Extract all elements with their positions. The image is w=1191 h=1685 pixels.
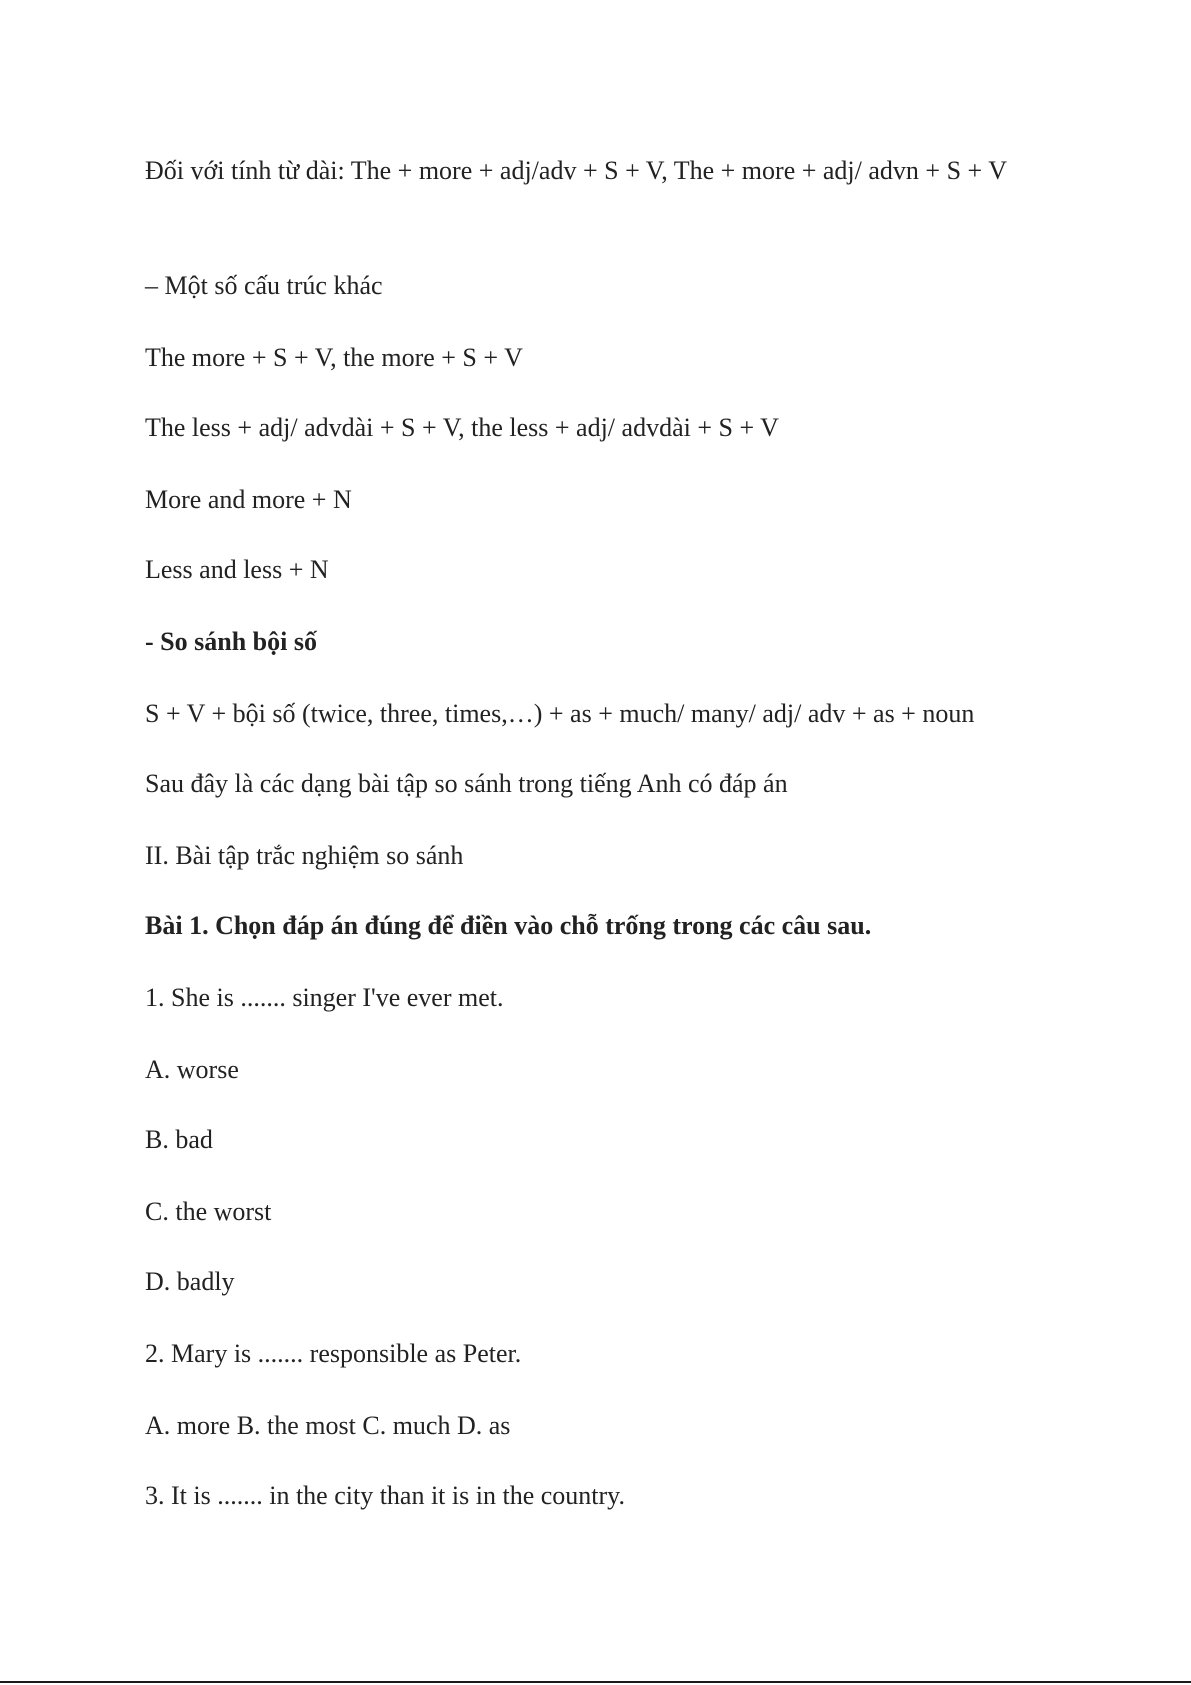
other-structures-heading: – Một số cấu trúc khác [145,271,383,300]
structure-the-less: The less + adj/ advdài + S + V, the less + adj/ advdài + S + V [145,413,779,442]
question-3: 3. It is ....... in the city than it is in the country. [145,1481,625,1510]
section-heading: II. Bài tập trắc nghiệm so sánh [145,841,464,870]
intro-exercises: Sau đây là các dạng bài tập so sánh trong tiếng Anh có đáp án [145,769,788,798]
question-1-option-b: B. bad [145,1125,213,1154]
question-2: 2. Mary is ....... responsible as Peter. [145,1339,522,1368]
question-1: 1. She is ....... singer I've ever met. [145,983,504,1012]
structure-more-and-more: More and more + N [145,485,352,514]
question-1-option-a: A. worse [145,1055,239,1084]
long-adjective-rule: Đối với tính từ dài: The + more + adj/adv + S + V, The + more + adj/ advn + S + V [145,156,1008,185]
exercise-1-heading: Bài 1. Chọn đáp án đúng để điền vào chỗ trống trong các câu sau. [145,911,872,940]
question-1-option-c: C. the worst [145,1197,272,1226]
structure-the-more: The more + S + V, the more + S + V [145,343,523,372]
multiple-comparison-heading: - So sánh bội số [145,627,317,656]
multiple-comparison-formula: S + V + bội số (twice, three, times,…) + as + much/ many/ adj/ adv + as + noun [145,699,975,728]
question-1-option-d: D. badly [145,1267,235,1296]
structure-less-and-less: Less and less + N [145,555,329,584]
question-2-options: A. more B. the most C. much D. as [145,1411,511,1440]
page-bottom-rule [0,1681,1191,1683]
